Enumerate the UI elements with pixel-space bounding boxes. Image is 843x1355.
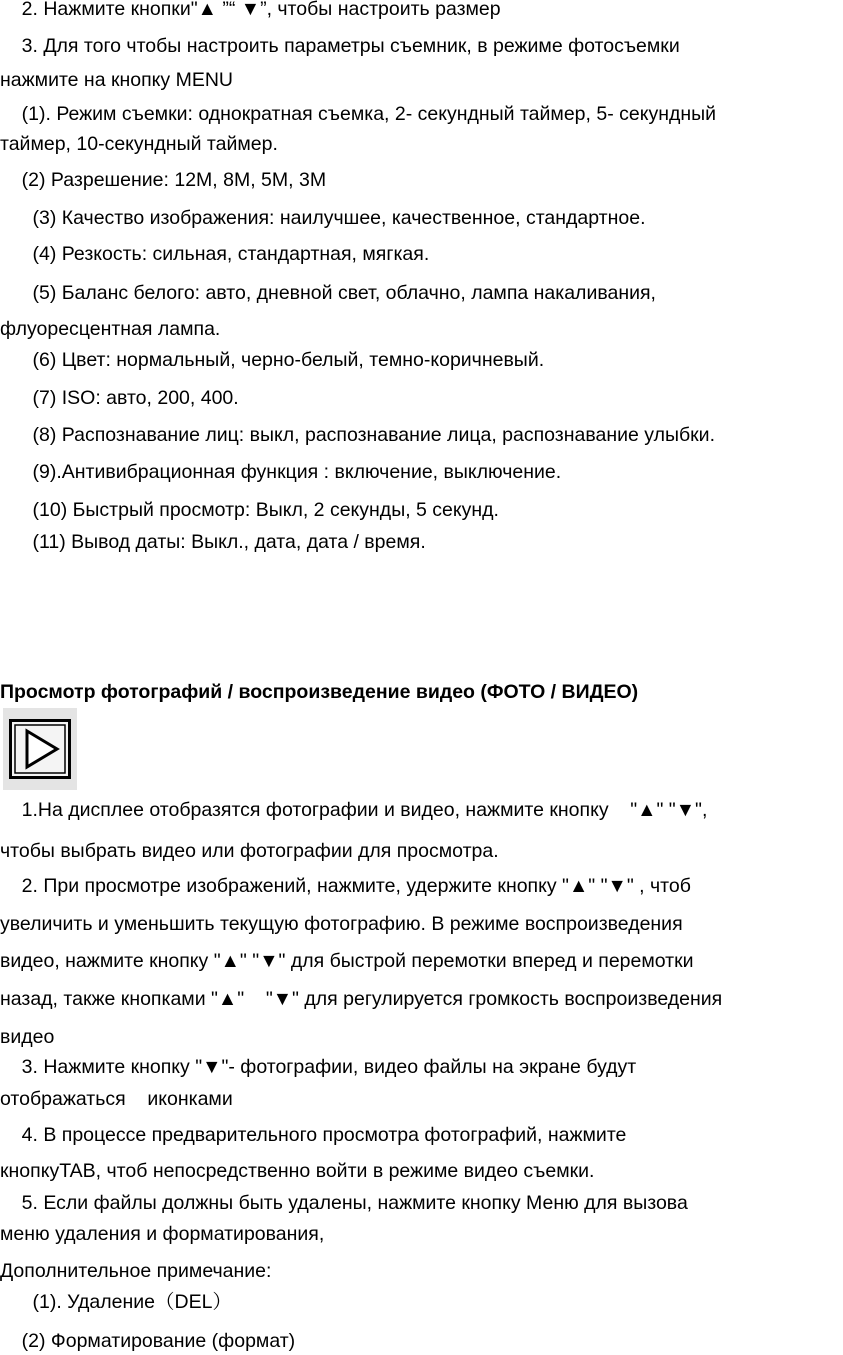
text-line: меню удаления и форматирования, [0, 1223, 325, 1245]
section-heading: Просмотр фотографий / воспроизведение видео (ФОТО / ВИДЕО) [0, 681, 639, 703]
text-line: (11) Вывод даты: Выкл., дата, дата / время. [0, 531, 426, 553]
text-line: 3. Нажмите кнопку "▼"- фотографии, видео файлы на экране будут [0, 1056, 637, 1078]
text-line: (9).Антивибрационная функция : включение, выключение. [0, 461, 562, 483]
text-line: отображаться иконками [0, 1088, 233, 1110]
text-line: таймер, 10-секундный таймер. [0, 133, 278, 155]
text-line: (4) Резкость: сильная, стандартная, мягкая. [0, 243, 430, 265]
text-line: 5. Если файлы должны быть удалены, нажмите кнопку Меню для вызова [0, 1192, 688, 1214]
text-line: (5) Баланс белого: авто, дневной свет, облачно, лампа накаливания, [0, 282, 656, 304]
text-line: 3. Для того чтобы настроить параметры съемник, в режиме фотосъемки [0, 35, 680, 57]
text-line: назад, также кнопками "▲" "▼" для регулируется громкость воспроизведения [0, 988, 723, 1010]
playback-mode-icon-box [3, 708, 77, 790]
text-line: Дополнительное примечание: [0, 1260, 272, 1282]
text-line: 4. В процессе предварительного просмотра фотографий, нажмите [0, 1124, 627, 1146]
text-line: увеличить и уменьшить текущую фотографию. В режиме воспроизведения [0, 913, 683, 935]
text-line: (8) Распознавание лиц: выкл, распознавание лица, распознавание улыбки. [0, 424, 715, 446]
text-line: (2) Форматирование (формат) [0, 1330, 296, 1352]
text-line: (2) Разрешение: 12M, 8M, 5M, 3M [0, 169, 327, 191]
text-line: (1). Удаление（DEL） [0, 1291, 232, 1313]
text-line: (6) Цвет: нормальный, черно-белый, темно-коричневый. [0, 349, 545, 371]
text-line: флуоресцентная лампа. [0, 318, 221, 340]
text-line: (3) Качество изображения: наилучшее, качественное, стандартное. [0, 207, 646, 229]
text-line: нажмите на кнопку MENU [0, 69, 234, 91]
text-line: кнопкуTAB, чтоб непосредственно войти в режиме видео съемки. [0, 1160, 595, 1182]
text-line: 2. При просмотре изображений, нажмите, удержите кнопку "▲" "▼" , чтоб [0, 875, 691, 897]
text-line: 2. Нажмите кнопки"▲ ”“ ▼”, чтобы настроить размер [0, 0, 501, 20]
text-line: (10) Быстрый просмотр: Выкл, 2 секунды, 5 секунд. [0, 499, 499, 521]
text-line: видео, нажмите кнопку "▲" "▼" для быстрой перемотки вперед и перемотки [0, 950, 694, 972]
text-line: 1.На дисплее отобразятся фотографии и видео, нажмите кнопку "▲" "▼", [0, 799, 708, 821]
text-line: чтобы выбрать видео или фотографии для просмотра. [0, 840, 499, 862]
play-icon [9, 719, 71, 779]
text-line: (7) ISO: авто, 200, 400. [0, 387, 239, 409]
text-line: (1). Режим съемки: однократная съемка, 2- секундный таймер, 5- секундный [0, 103, 717, 125]
text-line: видео [0, 1026, 55, 1048]
